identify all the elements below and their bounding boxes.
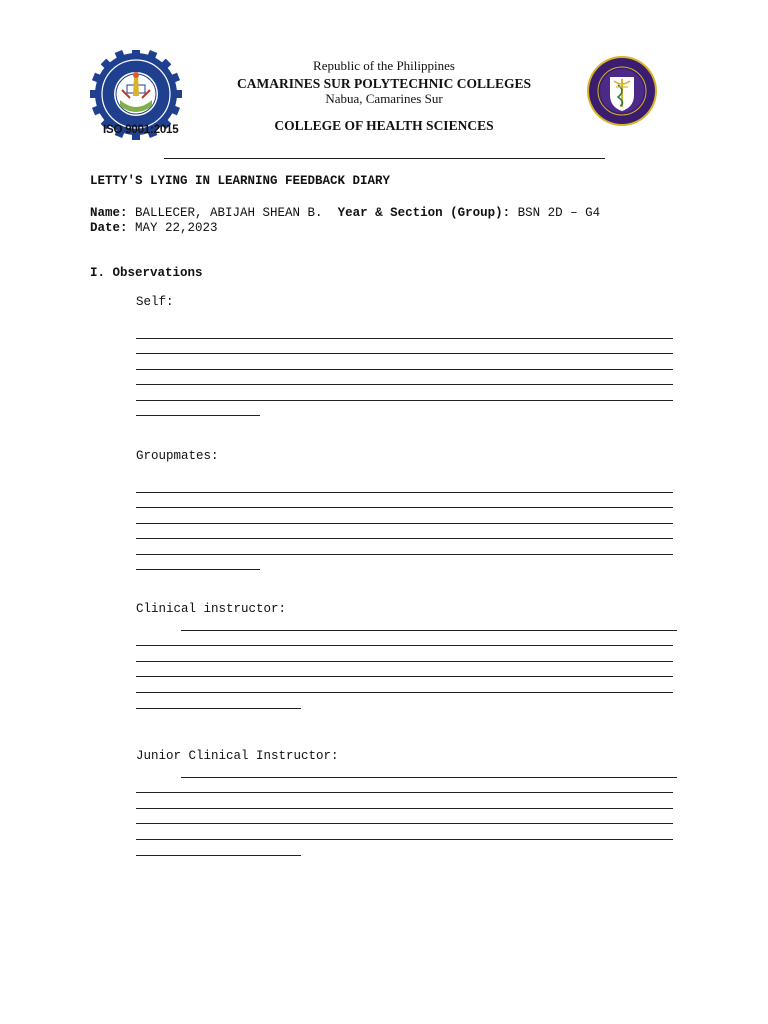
section-label: Year & Section (Group):	[337, 206, 511, 220]
observations-heading: I. Observations	[90, 266, 203, 280]
document-title: LETTY'S LYING IN LEARNING FEEDBACK DIARY	[90, 174, 391, 188]
iso-label: ISO 9001:2015	[103, 124, 179, 136]
self-label: Self:	[136, 295, 174, 309]
header-divider	[164, 158, 605, 159]
institution-name: CAMARINES SUR POLYTECHNIC COLLEGES	[237, 76, 531, 91]
date-label: Date:	[90, 221, 128, 235]
junior-clinical-instructor-label: Junior Clinical Instructor:	[136, 749, 339, 763]
date-value: MAY 22,2023	[135, 221, 218, 235]
section-value: BSN 2D – G4	[517, 206, 601, 220]
college-name: COLLEGE OF HEALTH SCIENCES	[274, 118, 494, 133]
institution-location: Nabua, Camarines Sur	[325, 91, 443, 106]
date-line	[90, 221, 218, 235]
name-line	[90, 206, 600, 220]
name-value: BALLECER, ABIJAH SHEAN B.	[135, 206, 323, 220]
clinical-instructor-label: Clinical instructor:	[136, 602, 287, 616]
country-text: Republic of the Philippines	[313, 58, 455, 73]
groupmates-label: Groupmates:	[136, 449, 219, 463]
name-label: Name:	[90, 206, 128, 220]
